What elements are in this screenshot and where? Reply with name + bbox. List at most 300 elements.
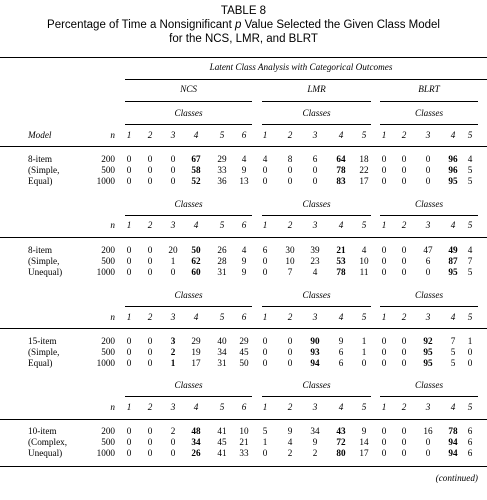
percentage-cell: 0 bbox=[381, 358, 387, 368]
header-rule bbox=[0, 419, 487, 420]
percentage-cell: 10 bbox=[359, 256, 369, 266]
sample-size-cell: 200 bbox=[101, 336, 115, 346]
classes-rule bbox=[125, 215, 252, 216]
percentage-cell: 0 bbox=[425, 448, 431, 458]
percentage-cell: 78 bbox=[336, 267, 346, 277]
percentage-cell: 29 bbox=[217, 154, 227, 164]
class-number-header: 2 bbox=[287, 220, 293, 230]
percentage-cell: 1 bbox=[361, 336, 367, 346]
classes-label: Classes bbox=[302, 108, 331, 118]
percentage-cell: 16 bbox=[423, 426, 433, 436]
percentage-cell: 0 bbox=[126, 426, 132, 436]
percentage-cell: 1 bbox=[170, 358, 176, 368]
percentage-cell: 0 bbox=[147, 256, 153, 266]
percentage-cell: 28 bbox=[217, 256, 227, 266]
percentage-cell: 94 bbox=[310, 358, 320, 368]
class-number-header: 5 bbox=[219, 312, 225, 322]
percentage-cell: 0 bbox=[126, 336, 132, 346]
class-number-header: 1 bbox=[126, 312, 132, 322]
percentage-cell: 0 bbox=[381, 267, 387, 277]
classes-label: Classes bbox=[174, 380, 203, 390]
class-number-header: 5 bbox=[219, 130, 225, 140]
class-number-header: 3 bbox=[425, 220, 431, 230]
classes-rule bbox=[125, 306, 252, 307]
class-number-header: 3 bbox=[170, 312, 176, 322]
percentage-cell: 5 bbox=[467, 165, 473, 175]
percentage-cell: 1 bbox=[170, 256, 176, 266]
class-number-header: 1 bbox=[262, 402, 268, 412]
percentage-cell: 5 bbox=[467, 176, 473, 186]
percentage-cell: 64 bbox=[336, 154, 346, 164]
percentage-cell: 8 bbox=[287, 154, 293, 164]
percentage-cell: 0 bbox=[401, 176, 407, 186]
class-number-header: 1 bbox=[262, 130, 268, 140]
percentage-cell: 23 bbox=[310, 256, 320, 266]
class-number-header: 2 bbox=[401, 402, 407, 412]
percentage-cell: 0 bbox=[147, 154, 153, 164]
percentage-cell: 7 bbox=[450, 336, 456, 346]
percentage-cell: 95 bbox=[423, 347, 433, 357]
percentage-cell: 0 bbox=[147, 165, 153, 175]
class-number-header: 4 bbox=[338, 312, 344, 322]
percentage-cell: 53 bbox=[336, 256, 346, 266]
percentage-cell: 96 bbox=[448, 154, 458, 164]
table-title-suffix: Value Selected the Given Class Model bbox=[241, 19, 440, 31]
percentage-cell: 0 bbox=[381, 245, 387, 255]
percentage-cell: 17 bbox=[359, 448, 369, 458]
class-number-header: 4 bbox=[193, 402, 199, 412]
percentage-cell: 0 bbox=[287, 165, 293, 175]
percentage-cell: 10 bbox=[285, 256, 295, 266]
class-number-header: 1 bbox=[381, 130, 387, 140]
percentage-cell: 31 bbox=[217, 267, 227, 277]
percentage-cell: 0 bbox=[381, 176, 387, 186]
percentage-cell: 6 bbox=[312, 154, 318, 164]
percentage-cell: 3 bbox=[170, 336, 176, 346]
class-number-header: 6 bbox=[241, 220, 247, 230]
classes-label: Classes bbox=[302, 199, 331, 209]
percentage-cell: 0 bbox=[287, 347, 293, 357]
percentage-cell: 5 bbox=[467, 267, 473, 277]
class-number-header: 3 bbox=[312, 130, 318, 140]
percentage-cell: 19 bbox=[191, 347, 201, 357]
class-number-header: 5 bbox=[467, 402, 473, 412]
classes-rule bbox=[125, 124, 252, 125]
classes-label: Classes bbox=[414, 108, 444, 118]
percentage-cell: 10 bbox=[239, 426, 249, 436]
method-rule-lmr bbox=[262, 101, 371, 102]
percentage-cell: 34 bbox=[217, 347, 227, 357]
percentage-cell: 80 bbox=[336, 448, 346, 458]
class-number-header: 4 bbox=[193, 220, 199, 230]
percentage-cell: 14 bbox=[359, 437, 369, 447]
percentage-cell: 4 bbox=[241, 245, 247, 255]
percentage-cell: 9 bbox=[361, 426, 367, 436]
percentage-cell: 36 bbox=[217, 176, 227, 186]
n-column-header: n bbox=[110, 402, 115, 412]
model-column-header: Model bbox=[28, 130, 52, 140]
percentage-cell: 0 bbox=[262, 267, 268, 277]
sample-size-cell: 200 bbox=[101, 245, 115, 255]
percentage-cell: 29 bbox=[239, 336, 249, 346]
class-number-header: 2 bbox=[287, 402, 293, 412]
percentage-cell: 7 bbox=[467, 256, 473, 266]
percentage-cell: 33 bbox=[217, 165, 227, 175]
class-number-header: 3 bbox=[170, 130, 176, 140]
percentage-cell: 4 bbox=[361, 245, 367, 255]
percentage-cell: 48 bbox=[191, 426, 201, 436]
percentage-cell: 0 bbox=[126, 437, 132, 447]
percentage-cell: 34 bbox=[191, 437, 201, 447]
class-number-header: 2 bbox=[401, 312, 407, 322]
percentage-cell: 41 bbox=[217, 448, 227, 458]
percentage-cell: 0 bbox=[425, 154, 431, 164]
percentage-cell: 0 bbox=[170, 448, 176, 458]
model-name-line: 8-item bbox=[28, 154, 52, 164]
percentage-cell: 94 bbox=[448, 437, 458, 447]
percentage-cell: 5 bbox=[450, 358, 456, 368]
percentage-cell: 0 bbox=[401, 154, 407, 164]
percentage-cell: 72 bbox=[336, 437, 346, 447]
classes-rule bbox=[125, 396, 252, 397]
percentage-cell: 1 bbox=[467, 336, 473, 346]
percentage-cell: 22 bbox=[359, 165, 369, 175]
method-rule-ncs bbox=[125, 101, 252, 102]
class-number-header: 6 bbox=[241, 312, 247, 322]
percentage-cell: 0 bbox=[170, 176, 176, 186]
percentage-cell: 29 bbox=[191, 336, 201, 346]
percentage-cell: 0 bbox=[126, 267, 132, 277]
class-number-header: 1 bbox=[126, 130, 132, 140]
percentage-cell: 0 bbox=[147, 347, 153, 357]
sample-size-cell: 1000 bbox=[96, 358, 115, 368]
percentage-cell: 2 bbox=[287, 448, 293, 458]
class-number-header: 3 bbox=[312, 402, 318, 412]
percentage-cell: 18 bbox=[359, 154, 369, 164]
percentage-cell: 0 bbox=[401, 426, 407, 436]
percentage-cell: 0 bbox=[312, 165, 318, 175]
class-number-header: 2 bbox=[147, 402, 153, 412]
percentage-cell: 0 bbox=[381, 426, 387, 436]
percentage-cell: 90 bbox=[310, 336, 320, 346]
class-number-header: 4 bbox=[338, 402, 344, 412]
sample-size-cell: 500 bbox=[101, 165, 115, 175]
percentage-cell: 67 bbox=[191, 154, 201, 164]
percentage-cell: 0 bbox=[262, 256, 268, 266]
n-column-header: n bbox=[110, 130, 115, 140]
percentage-cell: 0 bbox=[262, 358, 268, 368]
percentage-cell: 0 bbox=[467, 358, 473, 368]
class-number-header: 1 bbox=[381, 402, 387, 412]
class-number-header: 3 bbox=[312, 220, 318, 230]
percentage-cell: 2 bbox=[170, 347, 176, 357]
percentage-cell: 0 bbox=[287, 358, 293, 368]
table-title-p-symbol: p bbox=[234, 19, 242, 31]
class-number-header: 5 bbox=[219, 220, 225, 230]
percentage-cell: 26 bbox=[191, 448, 201, 458]
percentage-cell: 95 bbox=[448, 267, 458, 277]
percentage-cell: 4 bbox=[287, 437, 293, 447]
class-number-header: 3 bbox=[425, 402, 431, 412]
percentage-cell: 9 bbox=[312, 437, 318, 447]
class-number-header: 1 bbox=[126, 220, 132, 230]
model-name-line: Unequal) bbox=[28, 267, 63, 277]
classes-label: Classes bbox=[174, 199, 203, 209]
classes-label: Classes bbox=[302, 380, 331, 390]
percentage-cell: 6 bbox=[425, 256, 431, 266]
classes-label: Classes bbox=[174, 108, 203, 118]
percentage-cell: 0 bbox=[425, 437, 431, 447]
class-number-header: 4 bbox=[193, 130, 199, 140]
class-number-header: 4 bbox=[450, 312, 456, 322]
percentage-cell: 49 bbox=[448, 245, 458, 255]
percentage-cell: 2 bbox=[312, 448, 318, 458]
class-number-header: 4 bbox=[193, 312, 199, 322]
table-number: TABLE 8 bbox=[220, 5, 267, 17]
percentage-cell: 0 bbox=[126, 154, 132, 164]
percentage-cell: 93 bbox=[310, 347, 320, 357]
sample-size-cell: 200 bbox=[101, 426, 115, 436]
method-header-blrt: BLRT bbox=[418, 84, 440, 94]
percentage-cell: 0 bbox=[381, 448, 387, 458]
percentage-cell: 0 bbox=[147, 437, 153, 447]
class-number-header: 5 bbox=[361, 312, 367, 322]
percentage-cell: 41 bbox=[217, 426, 227, 436]
model-name-line: 8-item bbox=[28, 245, 52, 255]
class-number-header: 6 bbox=[241, 130, 247, 140]
spanner-label: Latent Class Analysis with Categorical Outcomes bbox=[209, 62, 393, 72]
class-number-header: 5 bbox=[361, 220, 367, 230]
table-bottom-rule bbox=[0, 466, 487, 467]
percentage-cell: 13 bbox=[239, 176, 249, 186]
model-name-line: (Simple, bbox=[28, 347, 60, 357]
percentage-cell: 0 bbox=[170, 267, 176, 277]
percentage-cell: 5 bbox=[450, 347, 456, 357]
percentage-cell: 6 bbox=[467, 426, 473, 436]
class-number-header: 2 bbox=[287, 312, 293, 322]
class-number-header: 1 bbox=[262, 220, 268, 230]
table-top-rule bbox=[0, 57, 487, 58]
classes-rule bbox=[262, 396, 371, 397]
percentage-cell: 0 bbox=[401, 347, 407, 357]
sample-size-cell: 200 bbox=[101, 154, 115, 164]
header-rule bbox=[0, 237, 487, 238]
percentage-cell: 0 bbox=[126, 347, 132, 357]
n-column-header: n bbox=[110, 220, 115, 230]
percentage-cell: 0 bbox=[401, 448, 407, 458]
percentage-cell: 0 bbox=[147, 245, 153, 255]
percentage-cell: 92 bbox=[423, 336, 433, 346]
sample-size-cell: 1000 bbox=[96, 267, 115, 277]
percentage-cell: 0 bbox=[401, 256, 407, 266]
percentage-cell: 9 bbox=[241, 256, 247, 266]
class-number-header: 6 bbox=[241, 402, 247, 412]
classes-label: Classes bbox=[174, 290, 203, 300]
percentage-cell: 0 bbox=[262, 448, 268, 458]
percentage-cell: 6 bbox=[262, 245, 268, 255]
class-number-header: 4 bbox=[450, 402, 456, 412]
class-number-header: 2 bbox=[401, 220, 407, 230]
percentage-cell: 1 bbox=[361, 347, 367, 357]
percentage-cell: 0 bbox=[312, 176, 318, 186]
percentage-cell: 50 bbox=[191, 245, 201, 255]
classes-rule bbox=[262, 306, 371, 307]
percentage-cell: 94 bbox=[448, 448, 458, 458]
class-number-header: 2 bbox=[147, 130, 153, 140]
percentage-cell: 0 bbox=[381, 336, 387, 346]
percentage-cell: 0 bbox=[147, 336, 153, 346]
percentage-cell: 0 bbox=[401, 336, 407, 346]
class-number-header: 1 bbox=[126, 402, 132, 412]
percentage-cell: 0 bbox=[147, 358, 153, 368]
percentage-cell: 9 bbox=[241, 165, 247, 175]
percentage-cell: 21 bbox=[239, 437, 249, 447]
percentage-cell: 1 bbox=[262, 437, 268, 447]
percentage-cell: 33 bbox=[239, 448, 249, 458]
class-number-header: 3 bbox=[170, 402, 176, 412]
percentage-cell: 20 bbox=[168, 245, 178, 255]
percentage-cell: 6 bbox=[338, 358, 344, 368]
table-title-line-2: for the NCS, LMR, and BLRT bbox=[169, 33, 318, 45]
model-name-line: (Simple, bbox=[28, 165, 60, 175]
classes-rule bbox=[262, 215, 371, 216]
percentage-cell: 45 bbox=[217, 437, 227, 447]
header-rule bbox=[0, 328, 487, 329]
method-rule-blrt bbox=[380, 101, 478, 102]
classes-rule bbox=[380, 215, 478, 216]
class-number-header: 3 bbox=[425, 312, 431, 322]
percentage-cell: 0 bbox=[126, 256, 132, 266]
sample-size-cell: 1000 bbox=[96, 448, 115, 458]
class-number-header: 5 bbox=[361, 130, 367, 140]
percentage-cell: 0 bbox=[262, 176, 268, 186]
classes-rule bbox=[380, 124, 478, 125]
model-name-line: Unequal) bbox=[28, 448, 63, 458]
percentage-cell: 45 bbox=[239, 347, 249, 357]
model-name-line: Equal) bbox=[28, 176, 53, 186]
percentage-cell: 0 bbox=[170, 165, 176, 175]
class-number-header: 4 bbox=[338, 220, 344, 230]
percentage-cell: 0 bbox=[147, 176, 153, 186]
percentage-cell: 0 bbox=[262, 165, 268, 175]
sample-size-cell: 1000 bbox=[96, 176, 115, 186]
percentage-cell: 6 bbox=[467, 437, 473, 447]
percentage-cell: 5 bbox=[262, 426, 268, 436]
classes-label: Classes bbox=[414, 380, 444, 390]
percentage-cell: 0 bbox=[147, 448, 153, 458]
percentage-cell: 0 bbox=[425, 176, 431, 186]
class-number-header: 4 bbox=[450, 130, 456, 140]
percentage-cell: 0 bbox=[126, 165, 132, 175]
percentage-cell: 95 bbox=[448, 176, 458, 186]
percentage-cell: 0 bbox=[401, 358, 407, 368]
percentage-cell: 52 bbox=[191, 176, 201, 186]
class-number-header: 1 bbox=[381, 220, 387, 230]
percentage-cell: 62 bbox=[191, 256, 201, 266]
class-number-header: 5 bbox=[467, 312, 473, 322]
percentage-cell: 4 bbox=[312, 267, 318, 277]
class-number-header: 2 bbox=[147, 220, 153, 230]
model-name-line: 10-item bbox=[28, 426, 57, 436]
percentage-cell: 11 bbox=[359, 267, 369, 277]
continued-note: (continued) bbox=[435, 473, 478, 483]
percentage-cell: 0 bbox=[381, 347, 387, 357]
percentage-cell: 9 bbox=[287, 426, 293, 436]
percentage-cell: 0 bbox=[361, 358, 367, 368]
percentage-cell: 0 bbox=[401, 245, 407, 255]
percentage-cell: 30 bbox=[285, 245, 295, 255]
header-rule bbox=[0, 146, 487, 147]
model-name-line: Equal) bbox=[28, 358, 53, 368]
percentage-cell: 9 bbox=[241, 267, 247, 277]
percentage-cell: 34 bbox=[310, 426, 320, 436]
percentage-cell: 0 bbox=[147, 426, 153, 436]
percentage-cell: 4 bbox=[241, 154, 247, 164]
percentage-cell: 95 bbox=[423, 358, 433, 368]
percentage-cell: 6 bbox=[467, 448, 473, 458]
percentage-cell: 4 bbox=[262, 154, 268, 164]
method-header-lmr: LMR bbox=[307, 84, 326, 94]
classes-label: Classes bbox=[302, 290, 331, 300]
percentage-cell: 0 bbox=[287, 176, 293, 186]
percentage-cell: 0 bbox=[381, 154, 387, 164]
percentage-cell: 50 bbox=[239, 358, 249, 368]
class-number-header: 2 bbox=[401, 130, 407, 140]
sample-size-cell: 500 bbox=[101, 347, 115, 357]
percentage-cell: 7 bbox=[287, 267, 293, 277]
classes-rule bbox=[380, 396, 478, 397]
model-name-line: (Simple, bbox=[28, 256, 60, 266]
percentage-cell: 31 bbox=[217, 358, 227, 368]
percentage-cell: 0 bbox=[126, 358, 132, 368]
n-column-header: n bbox=[110, 312, 115, 322]
percentage-cell: 39 bbox=[310, 245, 320, 255]
percentage-cell: 0 bbox=[381, 437, 387, 447]
percentage-cell: 0 bbox=[401, 165, 407, 175]
percentage-cell: 4 bbox=[467, 154, 473, 164]
percentage-cell: 17 bbox=[359, 176, 369, 186]
percentage-cell: 0 bbox=[401, 437, 407, 447]
percentage-cell: 0 bbox=[170, 154, 176, 164]
percentage-cell: 78 bbox=[448, 426, 458, 436]
percentage-cell: 9 bbox=[338, 336, 344, 346]
percentage-cell: 0 bbox=[262, 336, 268, 346]
class-number-header: 5 bbox=[219, 402, 225, 412]
percentage-cell: 87 bbox=[448, 256, 458, 266]
class-number-header: 1 bbox=[262, 312, 268, 322]
percentage-cell: 0 bbox=[425, 267, 431, 277]
sample-size-cell: 500 bbox=[101, 437, 115, 447]
class-number-header: 2 bbox=[287, 130, 293, 140]
percentage-cell: 0 bbox=[287, 336, 293, 346]
classes-label: Classes bbox=[414, 199, 444, 209]
percentage-cell: 0 bbox=[467, 347, 473, 357]
percentage-cell: 0 bbox=[381, 165, 387, 175]
percentage-cell: 6 bbox=[338, 347, 344, 357]
percentage-cell: 17 bbox=[191, 358, 201, 368]
percentage-cell: 58 bbox=[191, 165, 201, 175]
percentage-cell: 4 bbox=[467, 245, 473, 255]
class-number-header: 3 bbox=[312, 312, 318, 322]
class-number-header: 4 bbox=[450, 220, 456, 230]
method-header-ncs: NCS bbox=[180, 84, 197, 94]
percentage-cell: 2 bbox=[170, 426, 176, 436]
class-number-header: 2 bbox=[147, 312, 153, 322]
percentage-cell: 0 bbox=[170, 437, 176, 447]
classes-label: Classes bbox=[414, 290, 444, 300]
class-number-header: 3 bbox=[425, 130, 431, 140]
class-number-header: 1 bbox=[381, 312, 387, 322]
